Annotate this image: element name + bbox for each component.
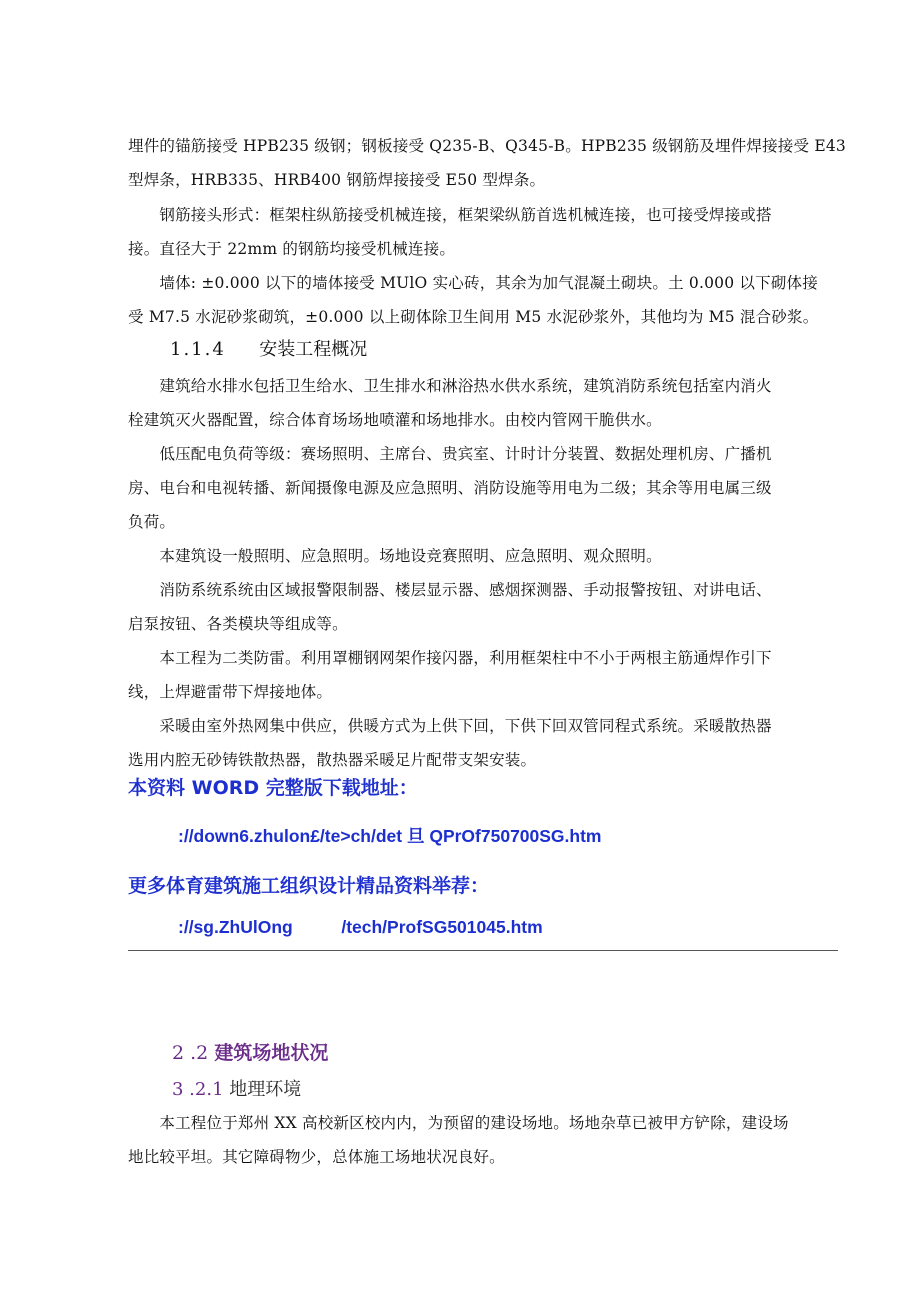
paragraph-heating (128, 709, 840, 777)
text-line: 建筑给水排水包括卫生给水、卫生排水和淋浴热水供水系统，建筑消防系统包括室内消火 (128, 377, 772, 395)
paragraph-geography (128, 1106, 840, 1174)
paragraph-rebar-joints (128, 198, 840, 266)
paragraph-fire-system (128, 573, 840, 641)
text-line: 受 M7.5 水泥砂浆砌筑，±0.000 以上砌体除卫生间用 M5 水泥砂浆外，其他均为 M5 混合砂浆。 (128, 308, 819, 326)
recommend-title: 更多体育建筑施工组织设计精品资料举荐： (128, 875, 490, 897)
text-line: 地比较平坦。其它障碍物少，总体施工场地状况良好。 (128, 1148, 505, 1166)
text-line: 墙体: ±0.000 以下的墙体接受 MUlO 实心砖，其余为加气混凝土砌块。土 0.000 以下砌体接 (128, 274, 818, 292)
text-line: 采暖由室外热网集中供应，供暖方式为上供下回，下供下回双管同程式系统。采暖散热器 (128, 717, 772, 735)
horizontal-divider (128, 950, 838, 951)
text-line: 线，上焊避雷带下焊接地体。 (128, 683, 333, 701)
text-line: 型焊条，HRB335、HRB400 钢筋焊接接受 E50 型焊条。 (128, 171, 546, 189)
download-title: 本资料 WORD 完整版下载地址： (128, 777, 418, 799)
section-title: 建筑场地状况 (214, 1042, 329, 1064)
recommend-link[interactable]: ://sg.ZhUlOng /tech/ProfSG501045.htm (178, 917, 543, 937)
text-line: 消防系统系统由区域报警限制器、楼层显示器、感烟探测器、手动报警按钮、对讲电话、 (128, 581, 772, 599)
text-line: 本工程位于郑州 XX 高校新区校内内，为预留的建设场地。场地杂草已被甲方铲除，建设场 (128, 1114, 789, 1132)
text-line: 埋件的锚筋接受 HPB235 级钢；钢板接受 Q235-B、Q345-B。HPB235 级钢筋及埋件焊接接受 E43 (128, 137, 846, 155)
heading-1-1-4 (170, 338, 367, 362)
paragraph-lighting (128, 539, 840, 573)
heading-number: 1.1.4 (170, 339, 226, 360)
text-line: 启泵按钮、各类模块等组成等。 (128, 615, 348, 633)
section-heading-2-2 (172, 1038, 328, 1065)
text-line: 钢筋接头形式：框架柱纵筋接受机械连接，框架梁纵筋首选机械连接，也可接受焊接或搭 (128, 206, 772, 224)
paragraph-anchor-steel (128, 129, 846, 197)
paragraph-walls (128, 266, 840, 334)
text-line: 选用内腔无砂铸铁散热器，散热器采暖足片配带支架安装。 (128, 751, 537, 769)
text-line: 栓建筑灭火器配置，综合体育场场地喷灌和场地排水。由校内管网干脆供水。 (128, 411, 662, 429)
text-line: 低压配电负荷等级：赛场照明、主席台、贵宾室、计时计分装置、数据处理机房、广播机 (128, 445, 772, 463)
heading-text: 安装工程概况 (259, 339, 368, 360)
download-link[interactable]: ://down6.zhulon£/te>ch/det 旦 QPrOf750700SG.htm (178, 826, 602, 846)
text-line: 本工程为二类防雷。利用罩棚钢网架作接闪器，利用框架柱中不小于两根主筋通焊作引下 (128, 649, 772, 667)
paragraph-power-load (128, 437, 840, 539)
section-title: 地理环境 (229, 1079, 302, 1100)
section-number: 2 .2 (172, 1042, 209, 1064)
paragraph-lightning (128, 641, 840, 709)
text-line: 负荷。 (128, 513, 176, 531)
text-line: 房、电台和电视转播、新闻摄像电源及应急照明、消防设施等用电为二级；其余等用电属三级 (128, 479, 772, 497)
section-heading-3-2-1 (172, 1075, 301, 1101)
text-line: 本建筑设一般照明、应急照明。场地设竞赛照明、应急照明、观众照明。 (128, 547, 662, 565)
paragraph-water-supply (128, 369, 840, 437)
text-line: 接。直径大于 22mm 的钢筋均接受机械连接。 (128, 240, 456, 258)
section-number: 3 .2.1 (172, 1079, 224, 1100)
